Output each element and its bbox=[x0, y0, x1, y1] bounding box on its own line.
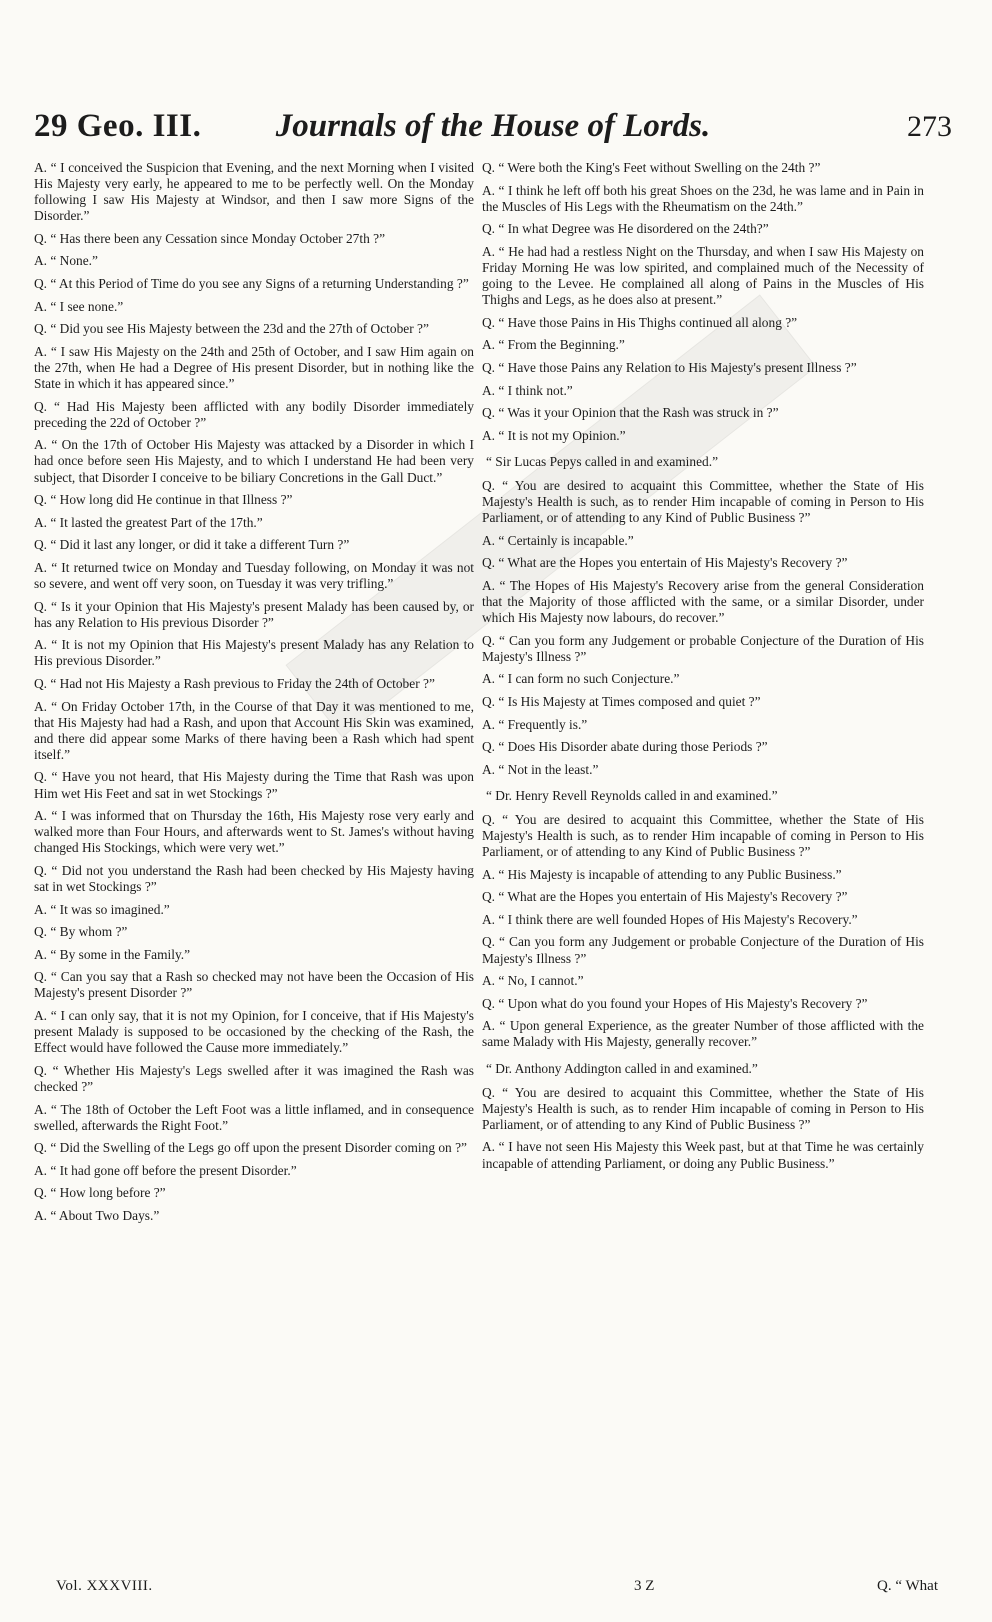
answer-paragraph: A. “ I can only say, that it is not my Opinion, for I conceive, that if His Majesty's present Malady is supposed to be occasioned by the checking of the Rash, the Effect would have followed the Cause more immediately.” bbox=[34, 1008, 474, 1056]
question-paragraph: Q. “ Were both the King's Feet without Swelling on the 24th ?” bbox=[482, 160, 821, 175]
catchword: Q. “ What bbox=[877, 1578, 938, 1594]
question-paragraph: Q. “ Had not His Majesty a Rash previous to Friday the 24th of October ?” bbox=[34, 675, 435, 691]
question-paragraph: Q. “ Upon what do you found your Hopes of His Majesty's Recovery ?” bbox=[482, 995, 868, 1011]
answer-paragraph: A. “ I think he left off both his great Shoes on the 23d, he was lame and in Pain in the Muscles of His Legs with the Rheumatism on the 24th.” bbox=[482, 182, 924, 214]
signature-mark: 3 Z bbox=[634, 1578, 655, 1594]
answer-paragraph: A. “ It lasted the greatest Part of the 17th.” bbox=[34, 514, 263, 530]
question-paragraph: Q. “ Did not you understand the Rash had been checked by His Majesty having sat in wet Stockings ?” bbox=[34, 862, 474, 894]
right-column bbox=[482, 160, 924, 1178]
answer-paragraph: A. “ The Hopes of His Majesty's Recovery arise from the general Consideration that the Majority of those afflicted with the same, or a similar Disorder, under which His Majesty now labours, do recover.” bbox=[482, 577, 924, 626]
question-paragraph: Q. “ At this Period of Time do you see any Signs of a returning Understanding ?” bbox=[34, 276, 469, 292]
answer-paragraph: A. “ It is not my Opinion.” bbox=[482, 427, 626, 443]
answer-paragraph: A. “ I was informed that on Thursday the 16th, His Majesty rose very early and walked more than Four Hours, and afterwards went to St. James's without having changed His Stockings, which were very wet.” bbox=[34, 808, 474, 856]
question-paragraph: Q. “ Can you form any Judgement or probable Conjecture of the Duration of His Majesty's Illness ?” bbox=[482, 934, 924, 966]
witness-heading: “ Dr. Henry Revell Reynolds called in and examined.” bbox=[486, 787, 778, 803]
question-paragraph: Q. “ Did it last any longer, or did it take a different Turn ?” bbox=[34, 537, 350, 553]
question-paragraph: Q. “ Had His Majesty been afflicted with any bodily Disorder immediately preceding the 22d of October ?” bbox=[34, 398, 474, 430]
page-number: 273 bbox=[907, 110, 952, 143]
answer-paragraph: A. “ It was so imagined.” bbox=[34, 901, 170, 917]
question-paragraph: Q. “ Does His Disorder abate during those Periods ?” bbox=[482, 739, 768, 755]
answer-paragraph: A. “ Upon general Experience, as the greater Number of those afflicted with the same Malady with His Majesty, generally recover.” bbox=[482, 1018, 924, 1050]
answer-paragraph: A. “ On the 17th of October His Majesty was attacked by a Disorder in which I had once before seen His Majesty, and to which I understand He had been very subject, that Disorder I conceive to be biliary Concretions in the Gall Duct.” bbox=[34, 437, 474, 485]
answer-paragraph: A. “ From the Beginning.” bbox=[482, 337, 625, 353]
answer-paragraph: A. “ I can form no such Conjecture.” bbox=[482, 671, 680, 687]
answer-paragraph: A. “ His Majesty is incapable of attending to any Public Business.” bbox=[482, 866, 842, 882]
question-paragraph: Q. “ Is it your Opinion that His Majesty's present Malady has been caused by, or has any Relation to His previous Disorder ?” bbox=[34, 598, 474, 630]
question-paragraph: Q. “ Was it your Opinion that the Rash was struck in ?” bbox=[482, 405, 779, 421]
answer-paragraph: A. “ The 18th of October the Left Foot was a little inflamed, and in consequence swelled, afterwards the Right Foot.” bbox=[34, 1101, 474, 1133]
question-paragraph: Q. “ What are the Hopes you entertain of His Majesty's Recovery ?” bbox=[482, 555, 848, 571]
question-paragraph: Q. “ Is His Majesty at Times composed and quiet ?” bbox=[482, 693, 761, 709]
answer-paragraph: A. “ I think not.” bbox=[482, 382, 573, 398]
question-paragraph: Q. “ Can you form any Judgement or probable Conjecture of the Duration of His Majesty's Illness ?” bbox=[482, 632, 924, 664]
question-paragraph: Q. “ You are desired to acquaint this Committee, whether the State of His Majesty's Health is such, as to render Him incapable of coming in Person to His Parliament, or of attending to any Kind of Public Business ?” bbox=[482, 477, 924, 526]
question-paragraph: Q. “ You are desired to acquaint this Committee, whether the State of His Majesty's Health is such, as to render Him incapable of coming in Person to His Parliament, or of attending to any Kind of Public Business ?” bbox=[482, 1084, 924, 1132]
answer-paragraph: A. “ I saw His Majesty on the 24th and 25th of October, and I saw Him again on the 27th, when He had a Degree of His present Disorder, but in nothing like the State in which it has appeared since.” bbox=[34, 343, 474, 392]
witness-heading: “ Sir Lucas Pepys called in and examined.” bbox=[486, 453, 719, 469]
answer-paragraph: A. “ It had gone off before the present Disorder.” bbox=[34, 1162, 297, 1178]
question-paragraph: Q. “ In what Degree was He disordered on the 24th?” bbox=[482, 221, 769, 237]
question-paragraph: Q. “ Have you not heard, that His Majesty during the Time that Rash was upon Him wet His Feet and sat in wet Stockings ?” bbox=[34, 769, 474, 801]
question-paragraph: Q. “ What are the Hopes you entertain of His Majesty's Recovery ?” bbox=[482, 889, 848, 905]
answer-paragraph: A. “ None.” bbox=[34, 253, 98, 269]
question-paragraph: Q. “ You are desired to acquaint this Committee, whether the State of His Majesty's Health is such, as to render Him incapable of coming in Person to His Parliament, or of attending to any Kind of Public Business ?” bbox=[482, 811, 924, 860]
answer-paragraph: A. “ By some in the Family.” bbox=[34, 946, 191, 962]
question-paragraph: Q. “ How long before ?” bbox=[34, 1185, 166, 1201]
answer-paragraph: A. “ About Two Days.” bbox=[34, 1207, 160, 1223]
left-column bbox=[34, 160, 474, 1231]
question-paragraph: Q. “ How long did He continue in that Illness ?” bbox=[34, 492, 293, 508]
answer-paragraph: A. “ He had had a restless Night on the Thursday, and when I saw His Majesty on Friday Morning He was low spirited, and complained much of the Necessity of going to the Levee. He complained all along of Pains in the Muscles of His Thighs and Legs, as he does also at present.” bbox=[482, 243, 924, 308]
answer-paragraph: A. “ It returned twice on Monday and Tuesday following, on Monday it was not so severe, and went off very soon, on Tuesday it was very trifling.” bbox=[34, 559, 474, 591]
answer-paragraph: A. “ Not in the least.” bbox=[482, 761, 599, 777]
volume-label: Vol. XXXVIII. bbox=[56, 1578, 153, 1594]
answer-paragraph: A. “ Frequently is.” bbox=[482, 716, 588, 732]
answer-paragraph: A. “ I think there are well founded Hopes of His Majesty's Recovery.” bbox=[482, 911, 858, 927]
question-paragraph: Q. “ Has there been any Cessation since Monday October 27th ?” bbox=[34, 230, 386, 246]
question-paragraph: Q. “ By whom ?” bbox=[34, 924, 128, 940]
answer-paragraph: A. “ Certainly is incapable.” bbox=[482, 532, 634, 548]
page-footer bbox=[34, 1578, 952, 1602]
answer-paragraph: A. “ I see none.” bbox=[34, 298, 124, 314]
question-paragraph: Q. “ Did you see His Majesty between the 23d and the 27th of October ?” bbox=[34, 321, 429, 337]
answer-paragraph: A. “ It is not my Opinion that His Majesty's present Malady has any Relation to His previous Disorder.” bbox=[34, 637, 474, 669]
answer-paragraph: A. “ No, I cannot.” bbox=[482, 973, 584, 989]
question-paragraph: Q. “ Can you say that a Rash so checked may not have been the Occasion of His Majesty's present Disorder ?” bbox=[34, 969, 474, 1001]
answer-paragraph: A. “ I conceived the Suspicion that Evening, and the next Morning when I visited His Majesty very early, he appeared to me to be perfectly well. On the Monday following I saw His Majesty at Windsor, and then I saw more Signs of the Disorder.” bbox=[34, 160, 474, 224]
question-paragraph: Q. “ Have those Pains in His Thighs continued all along ?” bbox=[482, 314, 798, 330]
running-title: Journals of the House of Lords. bbox=[275, 108, 711, 144]
answer-paragraph: A. “ I have not seen His Majesty this Week past, but at that Time he was certainly incapable of attending Parliament, or doing any Public Business.” bbox=[482, 1139, 924, 1171]
page-header bbox=[34, 108, 952, 152]
witness-heading: “ Dr. Anthony Addington called in and examined.” bbox=[486, 1060, 758, 1076]
question-paragraph: Q. “ Whether His Majesty's Legs swelled after it was imagined the Rash was checked ?” bbox=[34, 1062, 474, 1094]
regnal-year: 29 Geo. III. bbox=[34, 108, 202, 144]
question-paragraph: Q. “ Did the Swelling of the Legs go off upon the present Disorder coming on ?” bbox=[34, 1140, 467, 1156]
question-paragraph: Q. “ Have those Pains any Relation to His Majesty's present Illness ?” bbox=[482, 359, 857, 375]
answer-paragraph: A. “ On Friday October 17th, in the Course of that Day it was mentioned to me, that His Majesty had had a Rash, and upon that Account His Skin was examined, and there did appear some Marks of there having been a Rash which had spent itself.” bbox=[34, 698, 474, 762]
